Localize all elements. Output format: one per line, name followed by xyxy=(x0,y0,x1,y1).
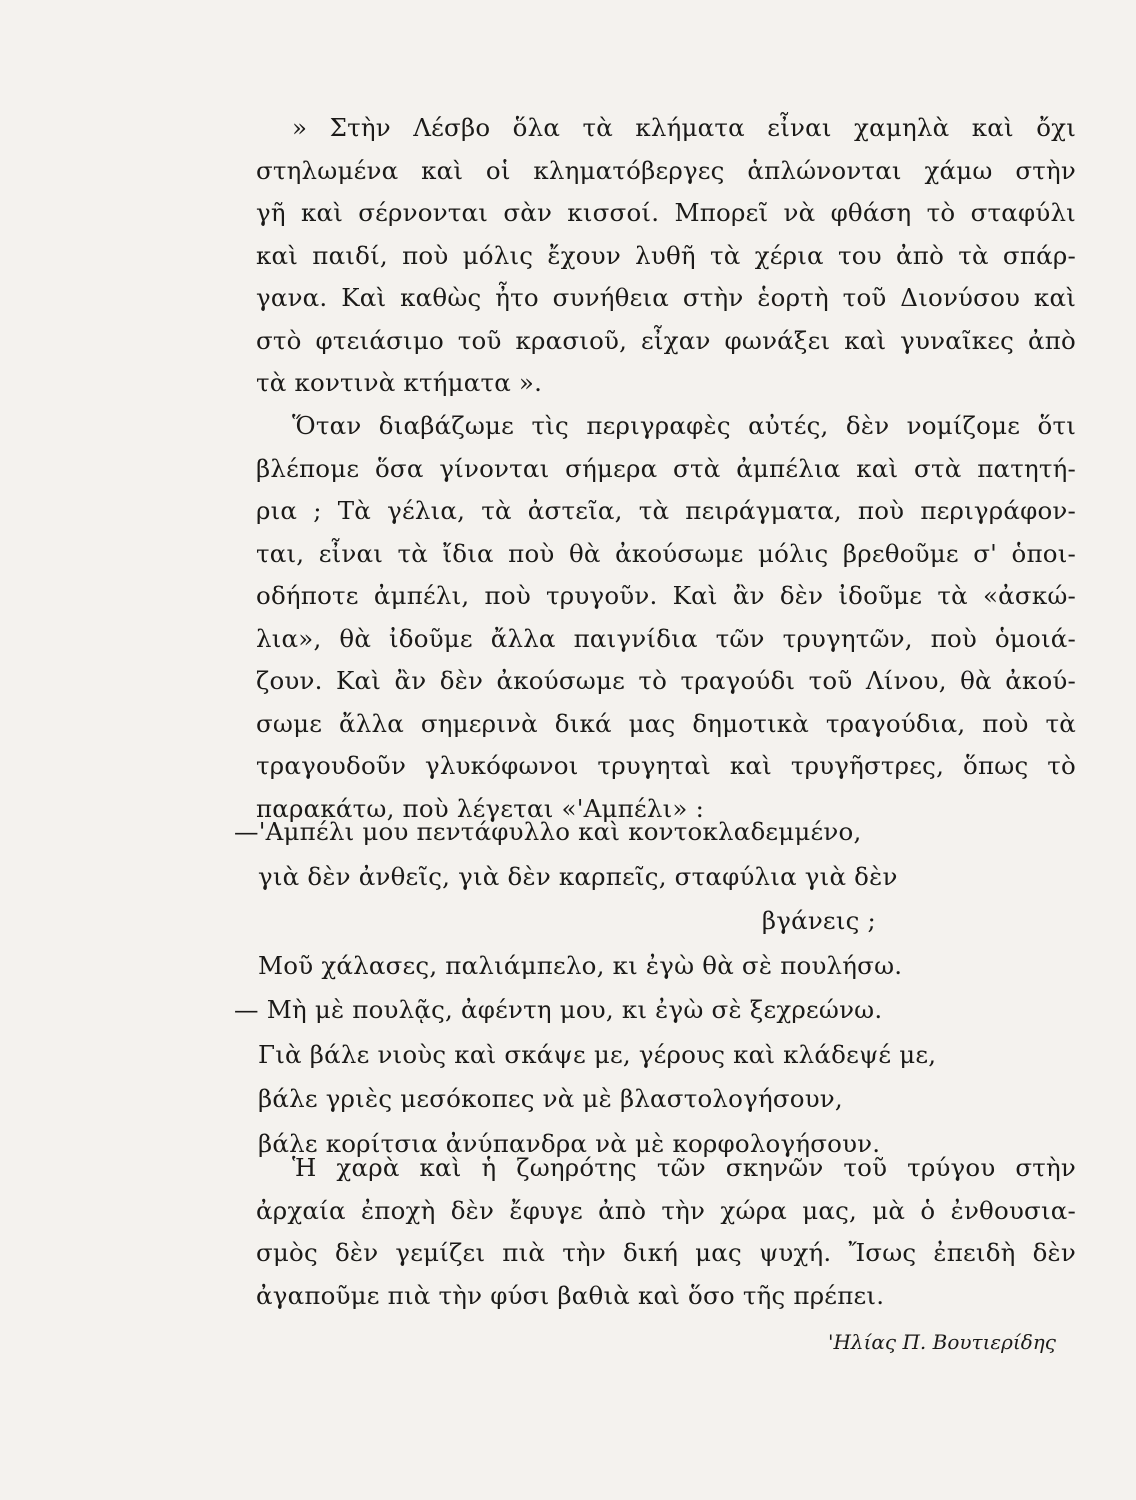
text-line: λια», θὰ ἰδοῦμε ἄλλα παιγνίδια τῶν τρυγητῶν, ποὺ ὁμοιά- xyxy=(256,623,1076,653)
text-line: τραγουδοῦν γλυκόφωνοι τρυγηταὶ καὶ τρυγῆστρες, ὅπως τὸ xyxy=(256,751,1076,780)
text-line: σμὸς δὲν γεμίζει πιὰ τὴν δική μας ψυχή. Ἴσως ἐπειδὴ δὲν xyxy=(256,1238,1076,1267)
text-line: ται, εἶναι τὰ ἴδια ποὺ θὰ ἀκούσωμε μόλις βρεθοῦμε σ' ὁποι- xyxy=(256,538,1076,568)
text-line: ἀρχαία ἐποχὴ δὲν ἔφυγε ἀπὸ τὴν χώρα μας, μὰ ὁ ἐνθουσια- xyxy=(256,1195,1076,1225)
poem-line-continuation: βγάνεις ; xyxy=(761,906,876,935)
poem-line: —'Αμπέλι μου πεντάφυλλο καὶ κοντοκλαδεμμένο, xyxy=(234,817,862,846)
poem-line: Γιὰ βάλε νιοὺς καὶ σκάψε με, γέρους καὶ κλάδεψέ με, xyxy=(258,1039,937,1069)
paragraph-quote xyxy=(256,107,1076,405)
text-line: ζουν. Καὶ ἂν δὲν ἀκούσωμε τὸ τραγούδι τοῦ Λίνου, θὰ ἀκού- xyxy=(256,666,1076,695)
text-line: καὶ παιδί, ποὺ μόλις ἔχουν λυθῆ τὰ χέρια του ἀπὸ τὰ σπάρ- xyxy=(256,240,1076,270)
text-line: οδήποτε ἀμπέλι, ποὺ τρυγοῦν. Καὶ ἂν δὲν ἰδοῦμε τὰ «ἀσκώ- xyxy=(256,581,1076,610)
text-line: ρια ; Τὰ γέλια, τὰ ἀστεῖα, τὰ πειράγματα, ποὺ περιγράφον- xyxy=(256,496,1076,525)
text-line: τὰ κοντινὰ κτήματα ». xyxy=(256,368,543,397)
text-line: στηλωμένα καὶ οἱ κληματόβεργες ἁπλώνονται χάμω στὴν xyxy=(256,155,1076,185)
text-line: παρακάτω, ποὺ λέγεται «'Αμπέλι» : xyxy=(256,793,705,823)
text-line: » Στὴν Λέσβο ὅλα τὰ κλήματα εἶναι χαμηλὰ καὶ ὄχι xyxy=(292,113,1076,142)
text-line: Ὅταν διαβάζωμε τὶς περιγραφὲς αὐτές, δὲν νομίζομε ὅτι xyxy=(292,411,1076,440)
poem-line: Μοῦ χάλασες, παλιάμπελο, κι ἐγὼ θὰ σὲ πουλήσω. xyxy=(258,950,903,980)
folk-song-poem xyxy=(234,810,1076,1166)
text-line: ἀγαποῦμε πιὰ τὴν φύσι βαθιὰ καὶ ὅσο τῆς πρέπει. xyxy=(256,1280,885,1310)
poem-line: βάλε κορίτσια ἀνύπανδρα νὰ μὲ κορφολογήσουν. xyxy=(258,1128,881,1158)
text-line: γῆ καὶ σέρνονται σὰν κισσοί. Μπορεῖ νὰ φθάση τὸ σταφύλι xyxy=(256,198,1076,227)
poem-line: — Μὴ μὲ πουλᾷς, ἀφέντη μου, κι ἐγὼ σὲ ξεχρεώνω. xyxy=(234,995,883,1024)
text-line: Ἡ χαρὰ καὶ ἡ ζωηρότης τῶν σκηνῶν τοῦ τρύγου στὴν xyxy=(292,1153,1076,1182)
paragraph-commentary xyxy=(256,405,1076,830)
text-line: γανα. Καὶ καθὼς ἦτο συνήθεια στὴν ἑορτὴ τοῦ Διονύσου καὶ xyxy=(256,283,1076,312)
poem-line: βάλε γριὲς μεσόκοπες νὰ μὲ βλαστολογήσουν, xyxy=(258,1084,843,1113)
text-line: σωμε ἄλλα σημερινὰ δικά μας δημοτικὰ τραγούδια, ποὺ τὰ xyxy=(256,708,1076,738)
text-line: στὸ φτειάσιμο τοῦ κρασιοῦ, εἶχαν φωνάξει καὶ γυναῖκες ἀπὸ xyxy=(256,325,1076,355)
paragraph-closing xyxy=(256,1147,1076,1317)
author-signature: 'Ηλίας Π. Βουτιερίδης xyxy=(827,1330,1056,1354)
text-line: βλέπομε ὅσα γίνονται σήμερα στὰ ἀμπέλια καὶ στὰ πατητή- xyxy=(256,453,1076,483)
poem-line: γιὰ δὲν ἀνθεῖς, γιὰ δὲν καρπεῖς, σταφύλια γιὰ δὲν xyxy=(258,861,898,891)
